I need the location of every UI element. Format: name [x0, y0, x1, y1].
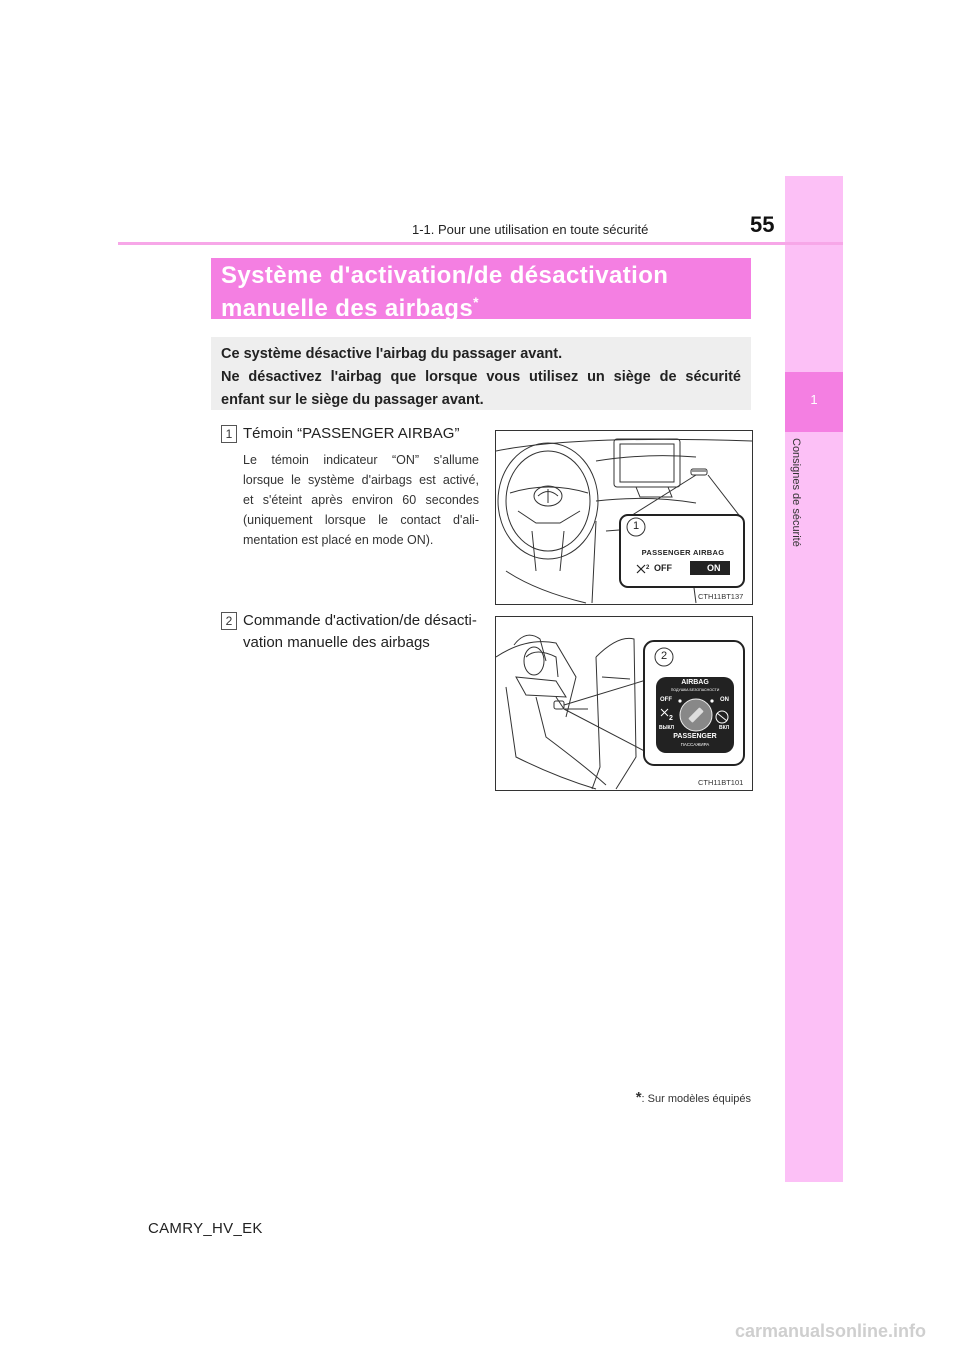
header-rule [118, 242, 843, 245]
chapter-number: 1 [810, 392, 818, 407]
item-2-title-line: vation manuelle des airbags [243, 634, 430, 651]
intro-line-1: Ce système désactive l'airbag du passager avant. [221, 346, 563, 362]
item-1-description [243, 450, 479, 550]
switch-on-label: ON [720, 697, 729, 703]
switch-label-top-ru: ПОДУШКА БЕЗОПАСНОСТИ [670, 688, 720, 692]
title-asterisk: * [473, 294, 479, 310]
page-title-line-2 [221, 289, 741, 322]
item-1-desc-line: lorsque le système d'airbags est activé, [243, 473, 479, 487]
airbag-off-indicator: OFF [654, 563, 672, 573]
console-illustration [496, 617, 752, 790]
figure-1-code: CTH11BT137 [698, 592, 744, 601]
figure-airbag-switch [495, 616, 753, 791]
figure-1-callout-number: 1 [632, 520, 640, 532]
figure-dashboard-indicator [495, 430, 753, 605]
item-1-title: Témoin “PASSENGER AIRBAG” [243, 425, 460, 442]
item-1-number: 1 [221, 425, 237, 443]
item-1-desc-line: (uniquement lorsque le contact d'ali- [243, 513, 479, 527]
item-2-number: 2 [221, 612, 237, 630]
intro-line-3: enfant sur le siège du passager avant. [221, 392, 484, 408]
item-1-desc-line: Le témoin indicateur “ON” s'allume [243, 453, 479, 467]
page-number: 55 [750, 212, 775, 237]
page-title-line-1: Système d'activation/de désactivation [221, 262, 669, 289]
switch-on-label-ru: ВКЛ [719, 725, 730, 731]
intro-line-2: Ne désactivez l'airbag que lorsque vous utilisez un siège de sécurité [221, 369, 741, 385]
chapter-tab [785, 176, 843, 1182]
item-1-desc-line: mentation est placé en mode ON). [243, 533, 434, 547]
intro-box [211, 337, 751, 410]
switch-off-label: OFF [660, 697, 672, 703]
footnote [636, 1089, 751, 1106]
switch-off-subscript: 2 [669, 715, 673, 722]
switch-label-bottom: PASSENGER [673, 733, 717, 740]
model-code: CAMRY_HV_EK [148, 1220, 263, 1237]
item-1-desc-line: et s'éteint après environ 60 secondes [243, 493, 479, 507]
page-title-line-2-text: manuelle des airbags [221, 295, 474, 322]
switch-label-top: AIRBAG [681, 679, 709, 686]
switch-label-bottom-ru: ПАССАЖИРА [680, 742, 710, 747]
footnote-asterisk: * [635, 1089, 642, 1106]
chapter-label: Consignes de sécurité [790, 438, 802, 547]
figure-2-code: CTH11BT101 [698, 778, 744, 787]
dashboard-illustration [496, 431, 752, 604]
page-title-banner [211, 258, 751, 322]
item-2-title-line: Commande d'activation/de désacti- [243, 612, 477, 629]
airbag-off-subscript: 2 [646, 565, 650, 571]
watermark: carmanualsonline.info [735, 1321, 927, 1341]
item-2-title [243, 610, 479, 654]
passenger-airbag-label: PASSENGER AIRBAG [641, 548, 725, 557]
switch-off-label-ru: ВЫКЛ [659, 725, 675, 731]
airbag-on-indicator: ON [707, 563, 721, 573]
footnote-text: : Sur modèles équipés [641, 1093, 751, 1105]
figure-2-callout-number: 2 [660, 650, 668, 662]
section-title: 1-1. Pour une utilisation en toute sécurité [412, 222, 649, 237]
